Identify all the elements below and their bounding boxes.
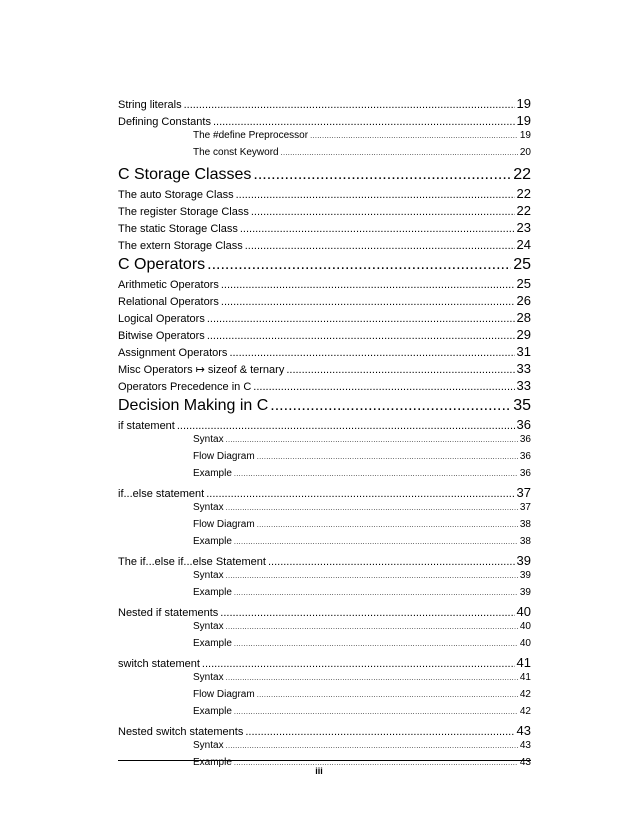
toc-section-entry[interactable] bbox=[118, 293, 531, 310]
dot-leader bbox=[286, 364, 514, 376]
dot-leader bbox=[251, 206, 515, 218]
dot-leader bbox=[226, 571, 518, 580]
toc-section-entry[interactable] bbox=[118, 186, 531, 203]
toc-entry-title: The #define Preprocessor bbox=[193, 130, 309, 141]
toc-entry-page: 35 bbox=[513, 397, 531, 414]
toc-subsection-entry[interactable] bbox=[118, 519, 531, 536]
toc-entry-page: 25 bbox=[516, 276, 531, 291]
dot-leader bbox=[213, 116, 515, 128]
toc-section-entry[interactable] bbox=[118, 113, 531, 130]
toc-entry-title: Syntax bbox=[193, 740, 224, 751]
toc-chapter-entry[interactable] bbox=[118, 395, 531, 417]
toc-section-entry[interactable] bbox=[118, 655, 531, 672]
toc-entry-title: Misc Operators ↦ sizeof & ternary bbox=[118, 364, 285, 376]
toc-entry-page: 43 bbox=[519, 740, 531, 751]
toc-entry-page: 36 bbox=[519, 468, 531, 479]
toc-entry-title: Syntax bbox=[193, 502, 224, 513]
table-of-contents bbox=[118, 96, 531, 774]
dot-leader bbox=[234, 469, 518, 478]
toc-entry-title: The const Keyword bbox=[193, 147, 279, 158]
toc-section-entry[interactable] bbox=[118, 417, 531, 434]
toc-entry-page: 23 bbox=[516, 220, 531, 235]
toc-subsection-entry[interactable] bbox=[118, 536, 531, 553]
dot-leader bbox=[207, 330, 515, 342]
dot-leader bbox=[221, 279, 515, 291]
dot-leader bbox=[206, 488, 514, 500]
toc-entry-page: 19 bbox=[516, 96, 531, 111]
toc-entry-title: if...else statement bbox=[118, 488, 205, 500]
dot-leader bbox=[226, 435, 518, 444]
dot-leader bbox=[257, 452, 518, 461]
toc-section-entry[interactable] bbox=[118, 96, 531, 113]
toc-entry-title: The static Storage Class bbox=[118, 223, 238, 235]
toc-entry-title: Syntax bbox=[193, 621, 224, 632]
toc-entry-page: 43 bbox=[516, 723, 531, 738]
dot-leader bbox=[220, 607, 514, 619]
toc-subsection-entry[interactable] bbox=[118, 740, 531, 757]
dot-leader bbox=[184, 99, 515, 111]
toc-entry-page: 40 bbox=[519, 621, 531, 632]
toc-chapter-entry[interactable] bbox=[118, 164, 531, 186]
dot-leader bbox=[268, 556, 515, 568]
toc-entry-title: The register Storage Class bbox=[118, 206, 249, 218]
dot-leader bbox=[240, 223, 515, 235]
toc-entry-title: The auto Storage Class bbox=[118, 189, 234, 201]
toc-entry-title: String literals bbox=[118, 99, 182, 111]
toc-entry-title: Syntax bbox=[193, 672, 224, 683]
dot-leader bbox=[177, 420, 515, 432]
toc-entry-page: 20 bbox=[519, 147, 531, 158]
toc-entry-page: 36 bbox=[519, 434, 531, 445]
toc-entry-page: 33 bbox=[516, 378, 531, 393]
toc-section-entry[interactable] bbox=[118, 220, 531, 237]
toc-entry-page: 31 bbox=[516, 344, 531, 359]
toc-subsection-entry[interactable] bbox=[118, 434, 531, 451]
toc-section-entry[interactable] bbox=[118, 361, 531, 378]
dot-leader bbox=[226, 622, 518, 631]
toc-entry-page: 36 bbox=[516, 417, 531, 432]
toc-subsection-entry[interactable] bbox=[118, 468, 531, 485]
toc-entry-title: C Operators bbox=[118, 256, 206, 273]
toc-subsection-entry[interactable] bbox=[118, 130, 531, 147]
toc-entry-page: 29 bbox=[516, 327, 531, 342]
toc-entry-title: Bitwise Operators bbox=[118, 330, 205, 342]
toc-entry-title: Logical Operators bbox=[118, 313, 205, 325]
dot-leader bbox=[207, 313, 515, 325]
dot-leader bbox=[226, 741, 518, 750]
toc-entry-title: Syntax bbox=[193, 434, 224, 445]
toc-section-entry[interactable] bbox=[118, 378, 531, 395]
toc-entry-page: 38 bbox=[519, 519, 531, 530]
toc-entry-page: 38 bbox=[519, 536, 531, 547]
toc-entry-page: 42 bbox=[519, 706, 531, 717]
toc-entry-title: Example bbox=[193, 638, 232, 649]
dot-leader bbox=[257, 520, 518, 529]
toc-entry-page: 33 bbox=[516, 361, 531, 376]
dot-leader bbox=[207, 256, 511, 274]
toc-entry-title: if statement bbox=[118, 420, 175, 432]
toc-entry-title: Decision Making in C bbox=[118, 397, 269, 414]
toc-subsection-entry[interactable] bbox=[118, 672, 531, 689]
toc-entry-page: 41 bbox=[519, 672, 531, 683]
toc-entry-page: 25 bbox=[513, 256, 531, 273]
toc-entry-page: 37 bbox=[519, 502, 531, 513]
toc-section-entry[interactable] bbox=[118, 310, 531, 327]
toc-entry-page: 39 bbox=[519, 587, 531, 598]
toc-entry-title: Nested if statements bbox=[118, 607, 219, 619]
toc-section-entry[interactable] bbox=[118, 276, 531, 293]
dot-leader bbox=[234, 537, 518, 546]
toc-section-entry[interactable] bbox=[118, 604, 531, 621]
dot-leader bbox=[236, 189, 515, 201]
toc-entry-page: 37 bbox=[516, 485, 531, 500]
toc-chapter-entry[interactable] bbox=[118, 254, 531, 276]
toc-entry-title: Example bbox=[193, 587, 232, 598]
toc-section-entry[interactable] bbox=[118, 553, 531, 570]
dot-leader bbox=[245, 240, 515, 252]
toc-entry-title: Flow Diagram bbox=[193, 451, 255, 462]
toc-entry-page: 43 bbox=[519, 757, 531, 768]
toc-subsection-entry[interactable] bbox=[118, 587, 531, 604]
toc-entry-page: 39 bbox=[519, 570, 531, 581]
toc-entry-title: Operators Precedence in C bbox=[118, 381, 252, 393]
toc-entry-title: C Storage Classes bbox=[118, 166, 252, 183]
dot-leader bbox=[226, 503, 518, 512]
toc-entry-page: 28 bbox=[516, 310, 531, 325]
toc-subsection-entry[interactable] bbox=[118, 451, 531, 468]
toc-entry-page: 22 bbox=[516, 203, 531, 218]
toc-entry-page: 41 bbox=[516, 655, 531, 670]
toc-section-entry[interactable] bbox=[118, 203, 531, 220]
toc-section-entry[interactable] bbox=[118, 327, 531, 344]
dot-leader bbox=[281, 148, 518, 157]
dot-leader bbox=[234, 588, 518, 597]
dot-leader bbox=[226, 673, 518, 682]
toc-entry-title: Example bbox=[193, 706, 232, 717]
dot-leader bbox=[234, 639, 518, 648]
toc-subsection-entry[interactable] bbox=[118, 502, 531, 519]
toc-section-entry[interactable] bbox=[118, 485, 531, 502]
toc-entry-page: 19 bbox=[519, 130, 531, 141]
toc-subsection-entry[interactable] bbox=[118, 147, 531, 164]
toc-entry-title: Syntax bbox=[193, 570, 224, 581]
dot-leader bbox=[257, 690, 518, 699]
toc-subsection-entry[interactable] bbox=[118, 570, 531, 587]
toc-subsection-entry[interactable] bbox=[118, 638, 531, 655]
toc-entry-page: 40 bbox=[519, 638, 531, 649]
toc-entry-title: Example bbox=[193, 536, 232, 547]
toc-subsection-entry[interactable] bbox=[118, 689, 531, 706]
toc-section-entry[interactable] bbox=[118, 237, 531, 254]
toc-entry-page: 39 bbox=[516, 553, 531, 568]
dot-leader bbox=[234, 707, 518, 716]
dot-leader bbox=[245, 726, 514, 738]
toc-entry-page: 26 bbox=[516, 293, 531, 308]
toc-entry-title: Relational Operators bbox=[118, 296, 219, 308]
toc-entry-title: switch statement bbox=[118, 658, 200, 670]
toc-entry-page: 40 bbox=[516, 604, 531, 619]
dot-leader bbox=[270, 397, 511, 415]
toc-entry-page: 22 bbox=[516, 186, 531, 201]
toc-entry-title: The if...else if...else Statement bbox=[118, 556, 266, 568]
dot-leader bbox=[229, 347, 514, 359]
toc-entry-page: 22 bbox=[513, 166, 531, 183]
dot-leader bbox=[310, 131, 518, 140]
page-number: iii bbox=[315, 766, 323, 776]
toc-subsection-entry[interactable] bbox=[118, 706, 531, 723]
dot-leader bbox=[253, 166, 511, 184]
dot-leader bbox=[253, 381, 514, 393]
toc-entry-title: Flow Diagram bbox=[193, 519, 255, 530]
toc-section-entry[interactable] bbox=[118, 723, 531, 740]
footer-divider bbox=[118, 760, 531, 761]
toc-entry-title: Arithmetic Operators bbox=[118, 279, 219, 291]
toc-subsection-entry[interactable] bbox=[118, 621, 531, 638]
dot-leader bbox=[221, 296, 515, 308]
toc-entry-title: Defining Constants bbox=[118, 116, 211, 128]
toc-entry-title: Example bbox=[193, 468, 232, 479]
toc-entry-title: Example bbox=[193, 757, 232, 768]
toc-entry-page: 36 bbox=[519, 451, 531, 462]
toc-entry-title: Flow Diagram bbox=[193, 689, 255, 700]
toc-entry-title: The extern Storage Class bbox=[118, 240, 243, 252]
toc-entry-page: 24 bbox=[516, 237, 531, 252]
toc-entry-title: Assignment Operators bbox=[118, 347, 228, 359]
toc-entry-title: Nested switch statements bbox=[118, 726, 244, 738]
toc-entry-page: 42 bbox=[519, 689, 531, 700]
dot-leader bbox=[202, 658, 515, 670]
toc-entry-page: 19 bbox=[516, 113, 531, 128]
toc-section-entry[interactable] bbox=[118, 344, 531, 361]
